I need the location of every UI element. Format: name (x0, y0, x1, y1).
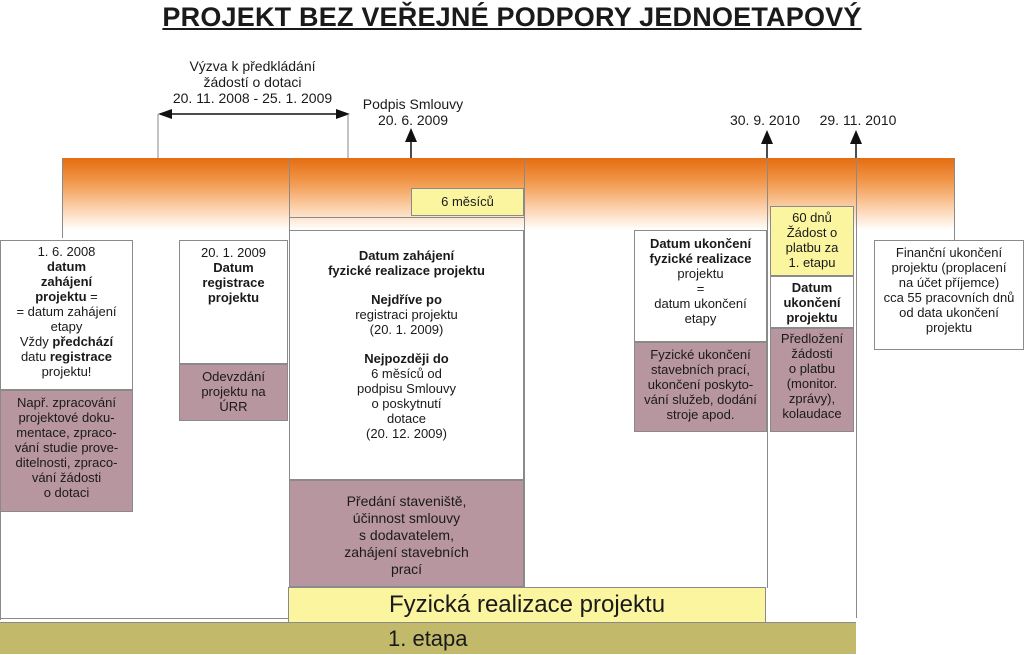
project-start-date: 1. 6. 2008 (37, 244, 96, 259)
activity-line: žádosti (791, 346, 833, 361)
activity-line: účinnost smlouvy (352, 510, 461, 526)
activity-line: stavebních prací, (651, 362, 750, 377)
divider-line (62, 158, 63, 238)
physical-end-text: etapy (684, 311, 717, 326)
activity-line: vání studie prove- (14, 440, 119, 455)
physical-end-activities (634, 342, 767, 432)
project-start-text: projektu! (41, 364, 92, 379)
project-start-text: zahájení (40, 274, 93, 289)
financial-end-text: na účet příjemce) (898, 275, 1000, 290)
financial-end-text: projektu (925, 320, 973, 335)
physical-end-text: = (696, 281, 705, 296)
project-end-text: Datum (791, 280, 833, 295)
physical-start-activities (289, 480, 524, 587)
project-start-text: = datum zahájení (16, 304, 117, 319)
activity-line: Např. zpracování (17, 395, 116, 410)
arrow-left-icon (158, 109, 172, 119)
payment-request-text: 60 dnů (792, 210, 832, 225)
stage-bar (0, 622, 856, 654)
activity-line: kolaudace (782, 406, 842, 421)
physical-start-text: 6 měsíců od (371, 366, 442, 381)
activity-line: projektu na (201, 384, 266, 399)
project-start-text: etapy (50, 319, 83, 334)
activity-line: stroje apod. (666, 407, 735, 422)
call-label-line: 20. 11. 2008 - 25. 1. 2009 (172, 90, 333, 106)
project-start-text: předchází (52, 334, 114, 349)
activity-line: mentace, zpraco- (16, 425, 117, 440)
payment-request-text: platbu za (785, 240, 839, 255)
contract-signing-line: 20. 6. 2009 (377, 112, 449, 128)
activity-line: Předložení (780, 331, 844, 346)
registration-activities (179, 364, 288, 421)
divider-line (856, 158, 857, 618)
activity-line: zahájení stavebních (344, 544, 469, 560)
divider-line (767, 158, 768, 588)
activity-line: Fyzické ukončení (650, 347, 751, 362)
payment-request-60-days-box (770, 206, 854, 276)
contract-signing-line: Podpis Smlouvy (362, 96, 464, 112)
physical-start-heading: fyzické realizace projektu (328, 263, 485, 278)
project-end-box (770, 276, 854, 328)
physical-start-text: Nejpozději do (364, 351, 449, 366)
registration-text: registrace (202, 275, 265, 290)
date-end-physical-label: 30. 9. 2010 (729, 112, 801, 128)
project-start-text: Vždy (19, 334, 53, 349)
financial-end-text: od data ukončení (899, 305, 999, 320)
activity-line: prací (390, 561, 423, 577)
project-start-text: datu (20, 349, 50, 364)
activity-line: Předání staveniště, (346, 493, 467, 509)
project-start-text: datum (47, 259, 86, 274)
payment-request-text: Žádost o (786, 225, 838, 240)
payment-request-text: 1. etapu (788, 255, 836, 270)
activity-line: Odevzdání (202, 369, 265, 384)
physical-start-box (289, 230, 524, 480)
registration-text: projektu (207, 290, 260, 305)
activity-line: ÚRR (219, 399, 248, 414)
physical-start-text: dotace (386, 411, 427, 426)
project-start-box (0, 240, 133, 390)
project-start-activities (0, 390, 133, 512)
call-label-line: žádostí o dotaci (203, 74, 302, 90)
divider-line (289, 217, 524, 218)
physical-end-box (634, 230, 767, 342)
activity-line: ditelnosti, zpraco- (15, 455, 118, 470)
arrow-up-icon (850, 130, 862, 144)
divider-line (524, 158, 525, 588)
registration-box (179, 240, 288, 364)
registration-text: Datum (213, 260, 254, 275)
project-start-text: = (86, 289, 98, 304)
activity-line: (monitor. (786, 376, 838, 391)
activity-line: o dotaci (43, 485, 90, 500)
stage-label: 1. etapa (388, 626, 468, 651)
physical-end-heading: Datum ukončení (649, 236, 752, 251)
arrow-up-icon (405, 128, 417, 142)
registration-date: 20. 1. 2009 (200, 245, 267, 260)
activity-line: vání žádosti (31, 470, 102, 485)
physical-start-text: o poskytnutí (371, 396, 442, 411)
physical-start-text: podpisu Smlouvy (357, 381, 456, 396)
physical-end-text: datum ukončení (654, 296, 747, 311)
physical-implementation-bar: Fyzická realizace projektu (288, 587, 766, 623)
activity-line: zprávy), (788, 391, 836, 406)
divider-line (954, 158, 955, 240)
call-label-line: Výzva k předkládání (189, 58, 316, 74)
date-financial-end-label: 29. 11. 2010 (819, 112, 897, 128)
physical-start-heading: Datum zahájení (358, 248, 455, 263)
activity-line: ukončení poskyto- (647, 377, 754, 392)
financial-end-text: Finanční ukončení (895, 245, 1003, 260)
project-start-text: projektu (35, 289, 87, 304)
payment-submission-activities (770, 328, 854, 432)
financial-end-text: projektu (proplacení (891, 260, 1007, 275)
activity-line: o platbu (788, 361, 836, 376)
project-end-text: ukončení (783, 295, 841, 310)
page-title: PROJEKT BEZ VEŘEJNÉ PODPORY JEDNOETAPOVÝ (162, 2, 862, 32)
project-start-text: registrace (49, 349, 113, 364)
divider-line (0, 618, 288, 619)
physical-start-text: (20. 1. 2009) (369, 322, 444, 337)
physical-start-text: registraci projektu (355, 307, 458, 322)
financial-end-text: cca 55 pracovních dnů (883, 290, 1015, 305)
financial-end-box (874, 240, 1024, 350)
project-end-text: projektu (786, 310, 838, 325)
physical-start-text: (20. 12. 2009) (366, 426, 447, 441)
physical-end-heading: fyzické realizace (649, 251, 752, 266)
activity-line: s dodavatelem, (359, 527, 454, 543)
arrow-up-icon (761, 130, 773, 144)
physical-start-text: Nejdříve po (371, 292, 442, 307)
activity-line: projektové doku- (18, 410, 115, 425)
six-months-box: 6 měsíců (411, 188, 524, 216)
activity-line: vání služeb, dodání (644, 392, 757, 407)
physical-end-text: projektu (677, 266, 724, 281)
